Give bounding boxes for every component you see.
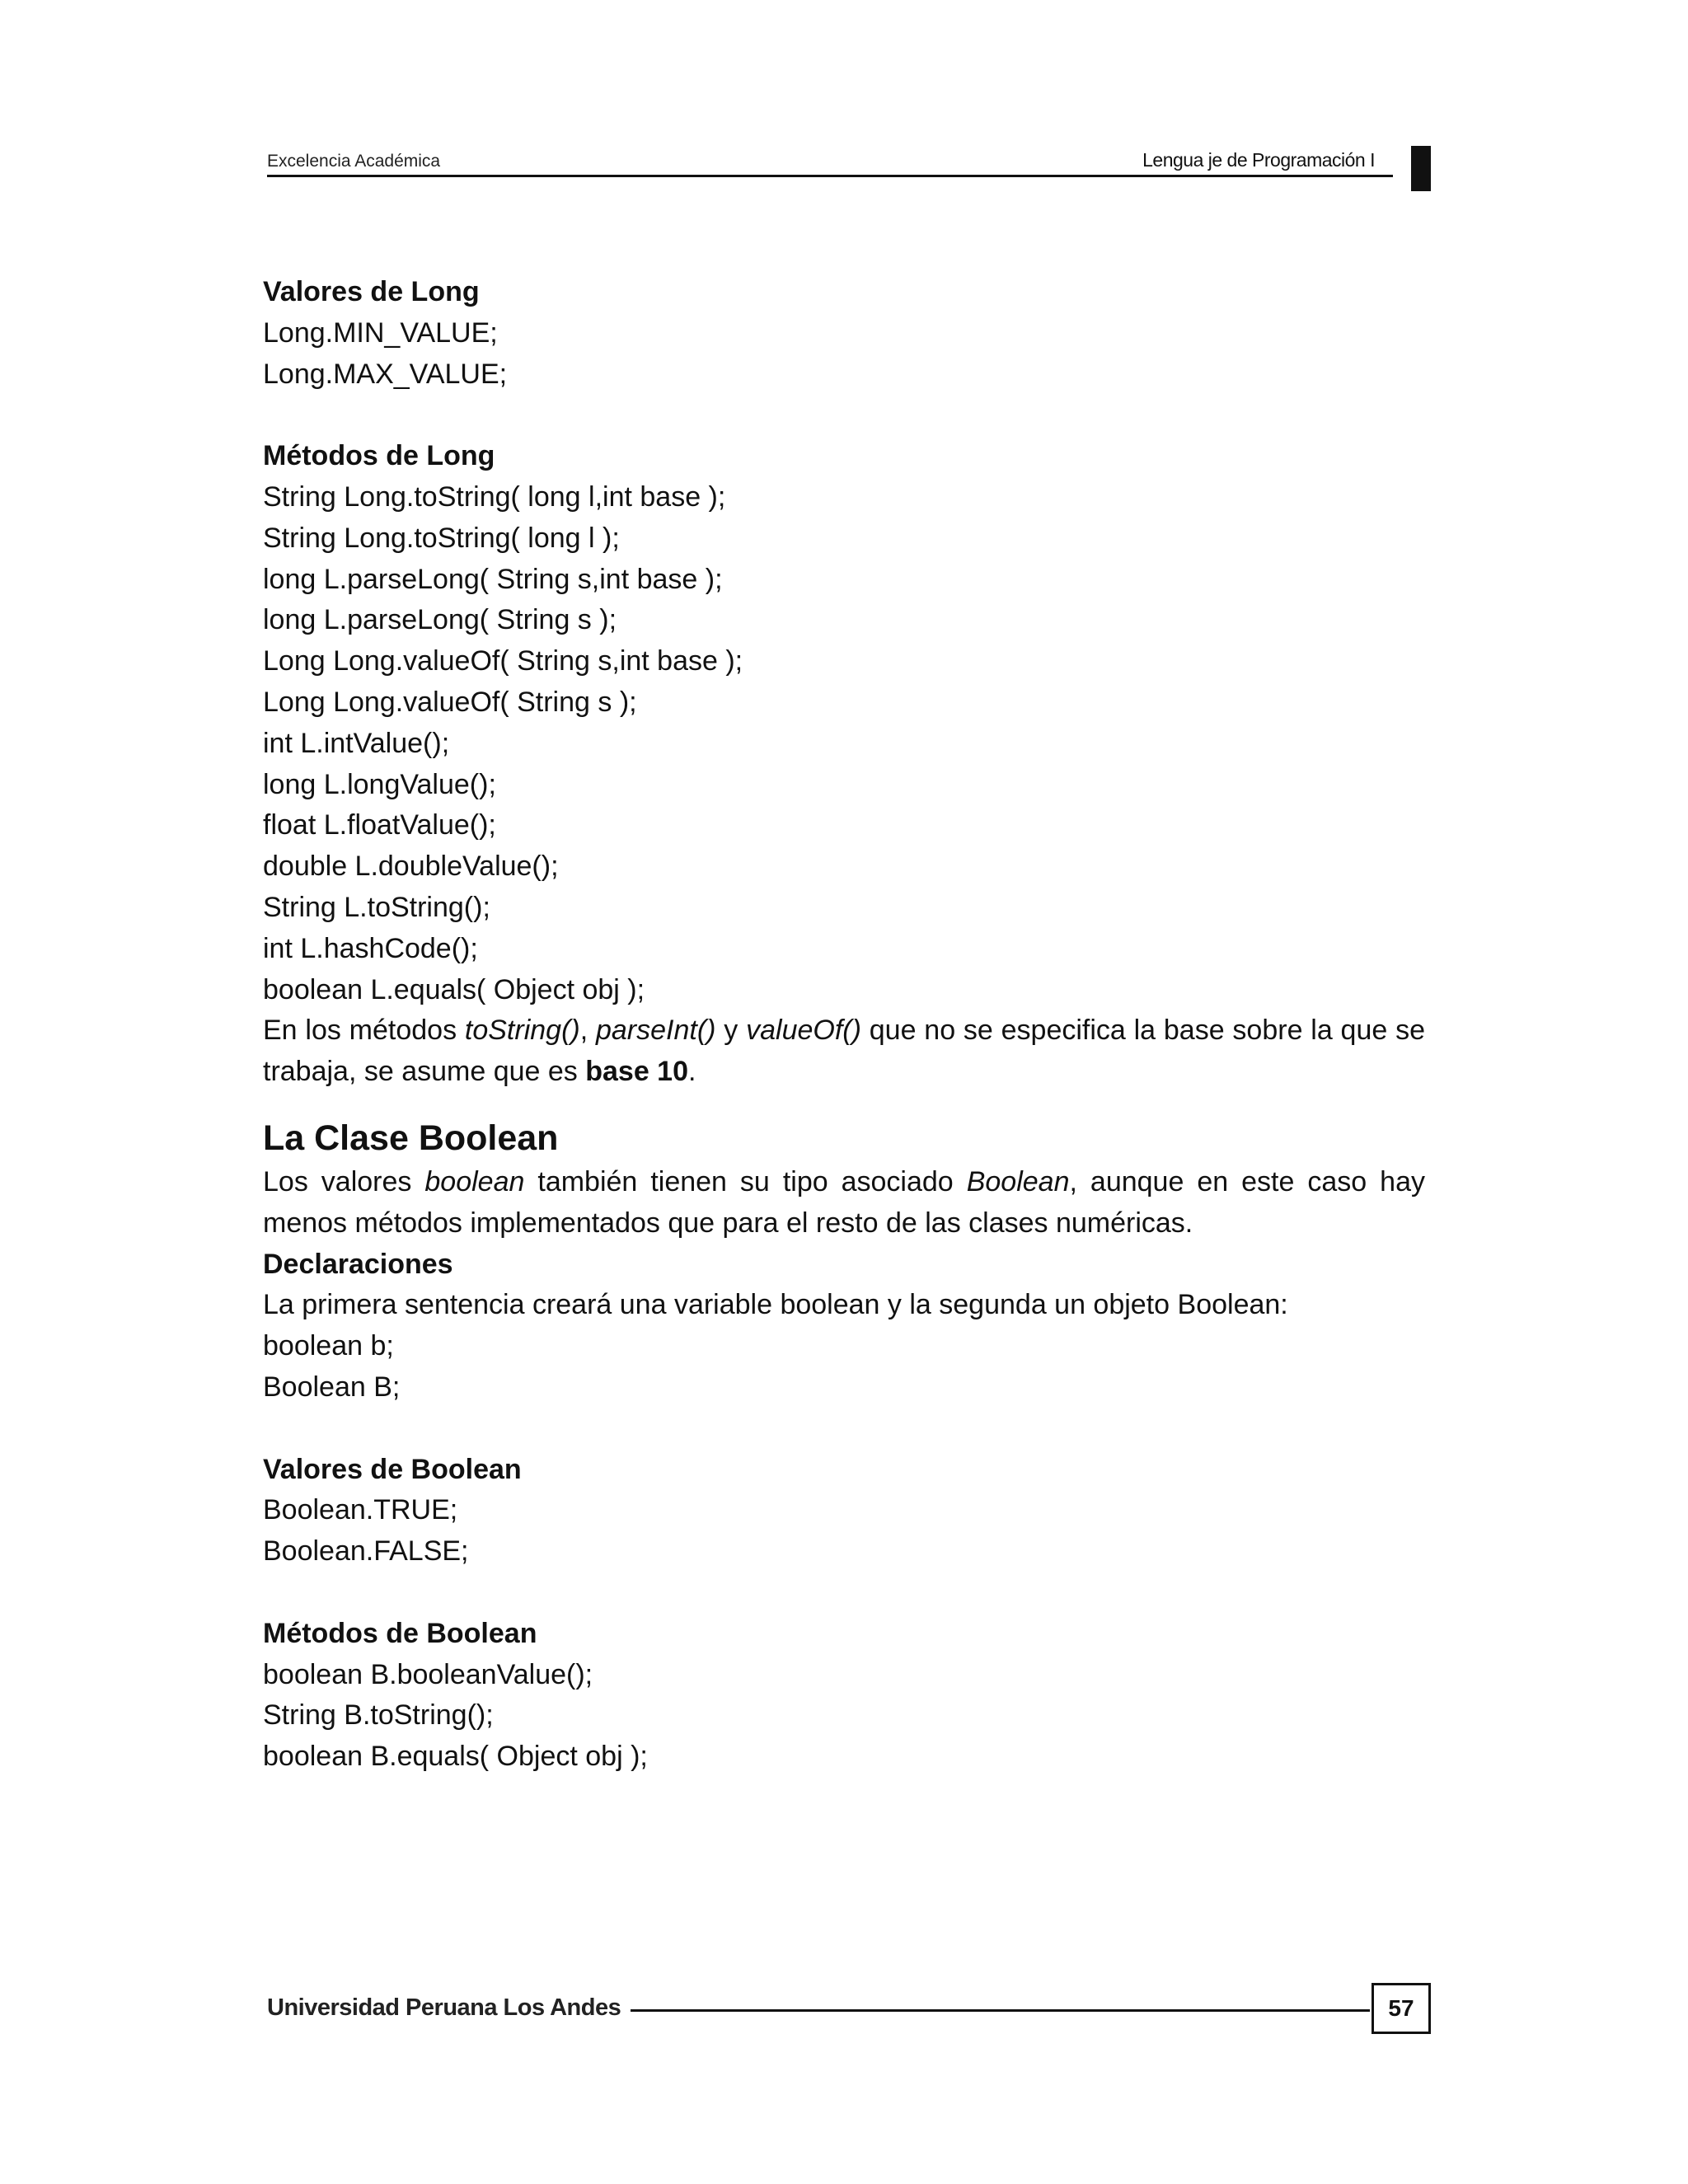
code-line: Boolean.FALSE; xyxy=(263,1535,469,1568)
code-line: Boolean B; xyxy=(263,1371,401,1403)
spacer xyxy=(263,395,1425,436)
footer-university: Universidad Peruana Los Andes xyxy=(267,1994,631,2022)
spacer xyxy=(263,1408,1425,1450)
section-heading-boolean-values: Valores de Boolean xyxy=(263,1453,522,1485)
note-text: que no se especifica la base sobre la que se trabaja, se asume que es xyxy=(263,1015,1425,1088)
note-text: y xyxy=(715,1015,747,1047)
header-marker-block xyxy=(1411,146,1431,191)
code-line: String B.toString(); xyxy=(263,1699,494,1732)
code-line: long L.parseLong( String s ); xyxy=(263,604,617,636)
section-heading-long-values: Valores de Long xyxy=(263,276,480,307)
boolean-intro xyxy=(263,1162,1425,1244)
page-content xyxy=(263,272,1425,1778)
page-number: 57 xyxy=(1372,1983,1431,2034)
section-heading-declarations: Declaraciones xyxy=(263,1248,453,1280)
note-text: En los métodos xyxy=(263,1015,465,1047)
code-line: boolean L.equals( Object obj ); xyxy=(263,973,645,1005)
page-header xyxy=(267,145,1393,177)
code-line: boolean b; xyxy=(263,1330,394,1362)
code-line: Long.MAX_VALUE; xyxy=(263,358,508,390)
note-italic-valueof: valueOf() xyxy=(746,1015,861,1047)
code-line: Long Long.valueOf( String s ); xyxy=(263,686,637,718)
code-line: Long Long.valueOf( String s,int base ); xyxy=(263,645,743,677)
intro-text: , aunque en este caso hay menos métodos implementados que para el resto de las clases numéricas. xyxy=(263,1165,1425,1239)
code-line: boolean B.equals( Object obj ); xyxy=(263,1741,648,1773)
note-text: . xyxy=(688,1056,696,1088)
note-italic-parseint: parseInt() xyxy=(595,1015,716,1047)
code-line: Boolean.TRUE; xyxy=(263,1494,458,1526)
section-heading-long-methods: Métodos de Long xyxy=(263,440,495,472)
page-footer xyxy=(267,1983,1431,2037)
spacer xyxy=(263,1572,1425,1614)
code-line: float L.floatValue(); xyxy=(263,809,496,841)
boolean-section-title: La Clase Boolean xyxy=(263,1118,559,1158)
code-line: boolean B.booleanValue(); xyxy=(263,1658,593,1690)
code-line: double L.doubleValue(); xyxy=(263,851,559,883)
note-text: , xyxy=(579,1015,596,1047)
intro-text: también tienen su tipo asociado xyxy=(524,1165,967,1197)
intro-italic-boolean: boolean xyxy=(424,1165,525,1197)
long-methods-note xyxy=(263,1010,1425,1093)
code-line: String Long.toString( long l,int base ); xyxy=(263,480,726,513)
declarations-description: La primera sentencia creará una variable boolean y la segunda un objeto Boolean: xyxy=(263,1289,1288,1321)
intro-italic-boolean-class: Boolean xyxy=(966,1165,1070,1197)
code-line: String Long.toString( long l ); xyxy=(263,522,620,554)
code-line: long L.longValue(); xyxy=(263,768,496,800)
code-line: int L.hashCode(); xyxy=(263,932,478,964)
note-bold-base: base 10 xyxy=(585,1056,688,1088)
code-line: int L.intValue(); xyxy=(263,727,450,759)
header-left-text: Excelencia Académica xyxy=(267,152,441,171)
header-right-text: Lengua je de Programación I xyxy=(1142,149,1375,171)
code-line: Long.MIN_VALUE; xyxy=(263,316,498,349)
note-italic-tostring: toString() xyxy=(464,1015,580,1047)
section-heading-boolean-methods: Métodos de Boolean xyxy=(263,1617,537,1649)
code-line: String L.toString(); xyxy=(263,891,490,923)
code-line: long L.parseLong( String s,int base ); xyxy=(263,563,723,595)
intro-text: Los valores xyxy=(263,1165,425,1197)
